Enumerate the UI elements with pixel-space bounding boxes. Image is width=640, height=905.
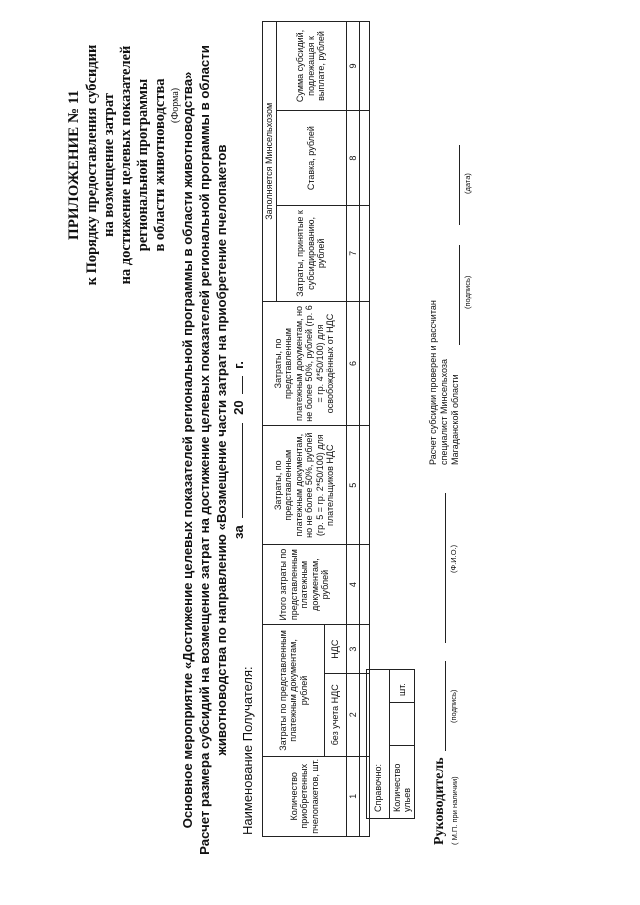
head-sign-caption: (подпись)	[449, 689, 458, 723]
header-rate: Ставка, рублей	[276, 111, 346, 206]
appendix-line-2: на возмещение затрат	[101, 93, 117, 237]
col-number: 6	[346, 301, 360, 426]
col-number: 2	[346, 674, 360, 757]
header-total-costs: Итого затраты по представленным платежным документам, рублей	[263, 544, 347, 624]
recipient-label: Наименование Получателя:	[240, 666, 255, 835]
head-name-caption: (Ф.И.О.)	[449, 544, 458, 573]
col-number: 8	[346, 111, 360, 206]
heading-line-1: Основное мероприятие «Достижение целевых показателей региональной программы в области животноводства»	[180, 71, 195, 829]
col-number: 9	[346, 22, 360, 111]
appendix-line-5: в области животноводства	[152, 78, 168, 252]
data-cell[interactable]	[360, 544, 370, 624]
col-number: 7	[346, 206, 360, 301]
verify-sign-caption: (подпись)	[463, 275, 472, 309]
verify-line-2: специалист Минсельхоза	[439, 358, 449, 465]
verify-line-3: Магаданской области	[450, 374, 460, 465]
date-caption: (дата)	[463, 173, 472, 194]
reference-unit: шт.	[390, 670, 415, 703]
form-label: (Форма)	[170, 87, 181, 123]
verify-line-1: Расчет субсидии проверен и рассчитан	[428, 300, 438, 465]
subsidy-table	[262, 21, 370, 837]
header-quantity: Количество приобретенных пчелопакетов, шт.	[263, 756, 347, 836]
col-number: 4	[346, 544, 360, 624]
data-cell[interactable]	[360, 426, 370, 545]
period-suffix: г.	[231, 361, 246, 369]
reference-row-label: Количество ульев	[390, 746, 415, 819]
verify-sign-line	[459, 245, 460, 345]
heading-line-2: Расчет размера субсидий на возмещение затрат на достижение целевых показателей региональной программы в области	[197, 45, 212, 855]
data-cell[interactable]	[360, 22, 370, 111]
header-subsidy-amount: Сумма субсидий, подлежащая к выплате, рублей	[276, 22, 346, 111]
period-year-blank	[232, 376, 243, 394]
head-name-line	[445, 493, 446, 643]
period-year: 20	[231, 400, 246, 415]
data-cell[interactable]	[360, 206, 370, 301]
date-line	[459, 145, 460, 225]
data-cell[interactable]	[360, 301, 370, 426]
reference-value-cell[interactable]	[390, 703, 415, 746]
header-costs-vat-exempt: Затраты, по представленным платежным документам, но не более 50%, рублей (гр. 6 = гр. 4*50/100) для освобождённых от НДС	[263, 301, 347, 426]
reference-label: Справочно:	[367, 703, 390, 819]
header-costs-vat-payers: Затраты, по представленным платежным документам, но не более 50%, рублей (гр. 5 = гр. 2*50/100) для плательщиков НДС	[263, 426, 347, 545]
data-cell[interactable]	[360, 111, 370, 206]
appendix-line-3: на достижение целевых показателей	[118, 45, 134, 285]
header-vat: НДС	[324, 625, 346, 674]
heading-line-3: животноводства по направлению «Возмещение части затрат на приобретение пчелопакетов	[214, 144, 229, 756]
period-blank	[232, 423, 243, 518]
appendix-line-4: региональной программы	[135, 78, 151, 252]
appendix-line-1: к Порядку предоставления субсидии	[84, 44, 100, 286]
header-costs-documents: Затраты по представленным платежным документам, рублей	[263, 625, 325, 756]
reference-spacer	[367, 670, 390, 703]
period-prefix: за	[231, 525, 246, 539]
col-number: 1	[346, 756, 360, 836]
head-sign-line	[445, 661, 446, 751]
reference-table	[366, 669, 415, 819]
data-cell[interactable]	[360, 625, 370, 674]
head-title: Руководитель	[432, 757, 447, 845]
header-minselhoz-group: Заполняется Минсельхозом	[263, 22, 277, 302]
col-number: 5	[346, 426, 360, 545]
col-number: 3	[346, 625, 360, 674]
header-accepted-costs: Затраты, принятые к субсидированию, рублей	[276, 206, 346, 301]
appendix-title: ПРИЛОЖЕНИЕ № 11	[66, 90, 82, 240]
stamp-caption: ( М.П. при наличии)	[450, 776, 459, 845]
header-without-vat: без учета НДС	[324, 674, 346, 757]
